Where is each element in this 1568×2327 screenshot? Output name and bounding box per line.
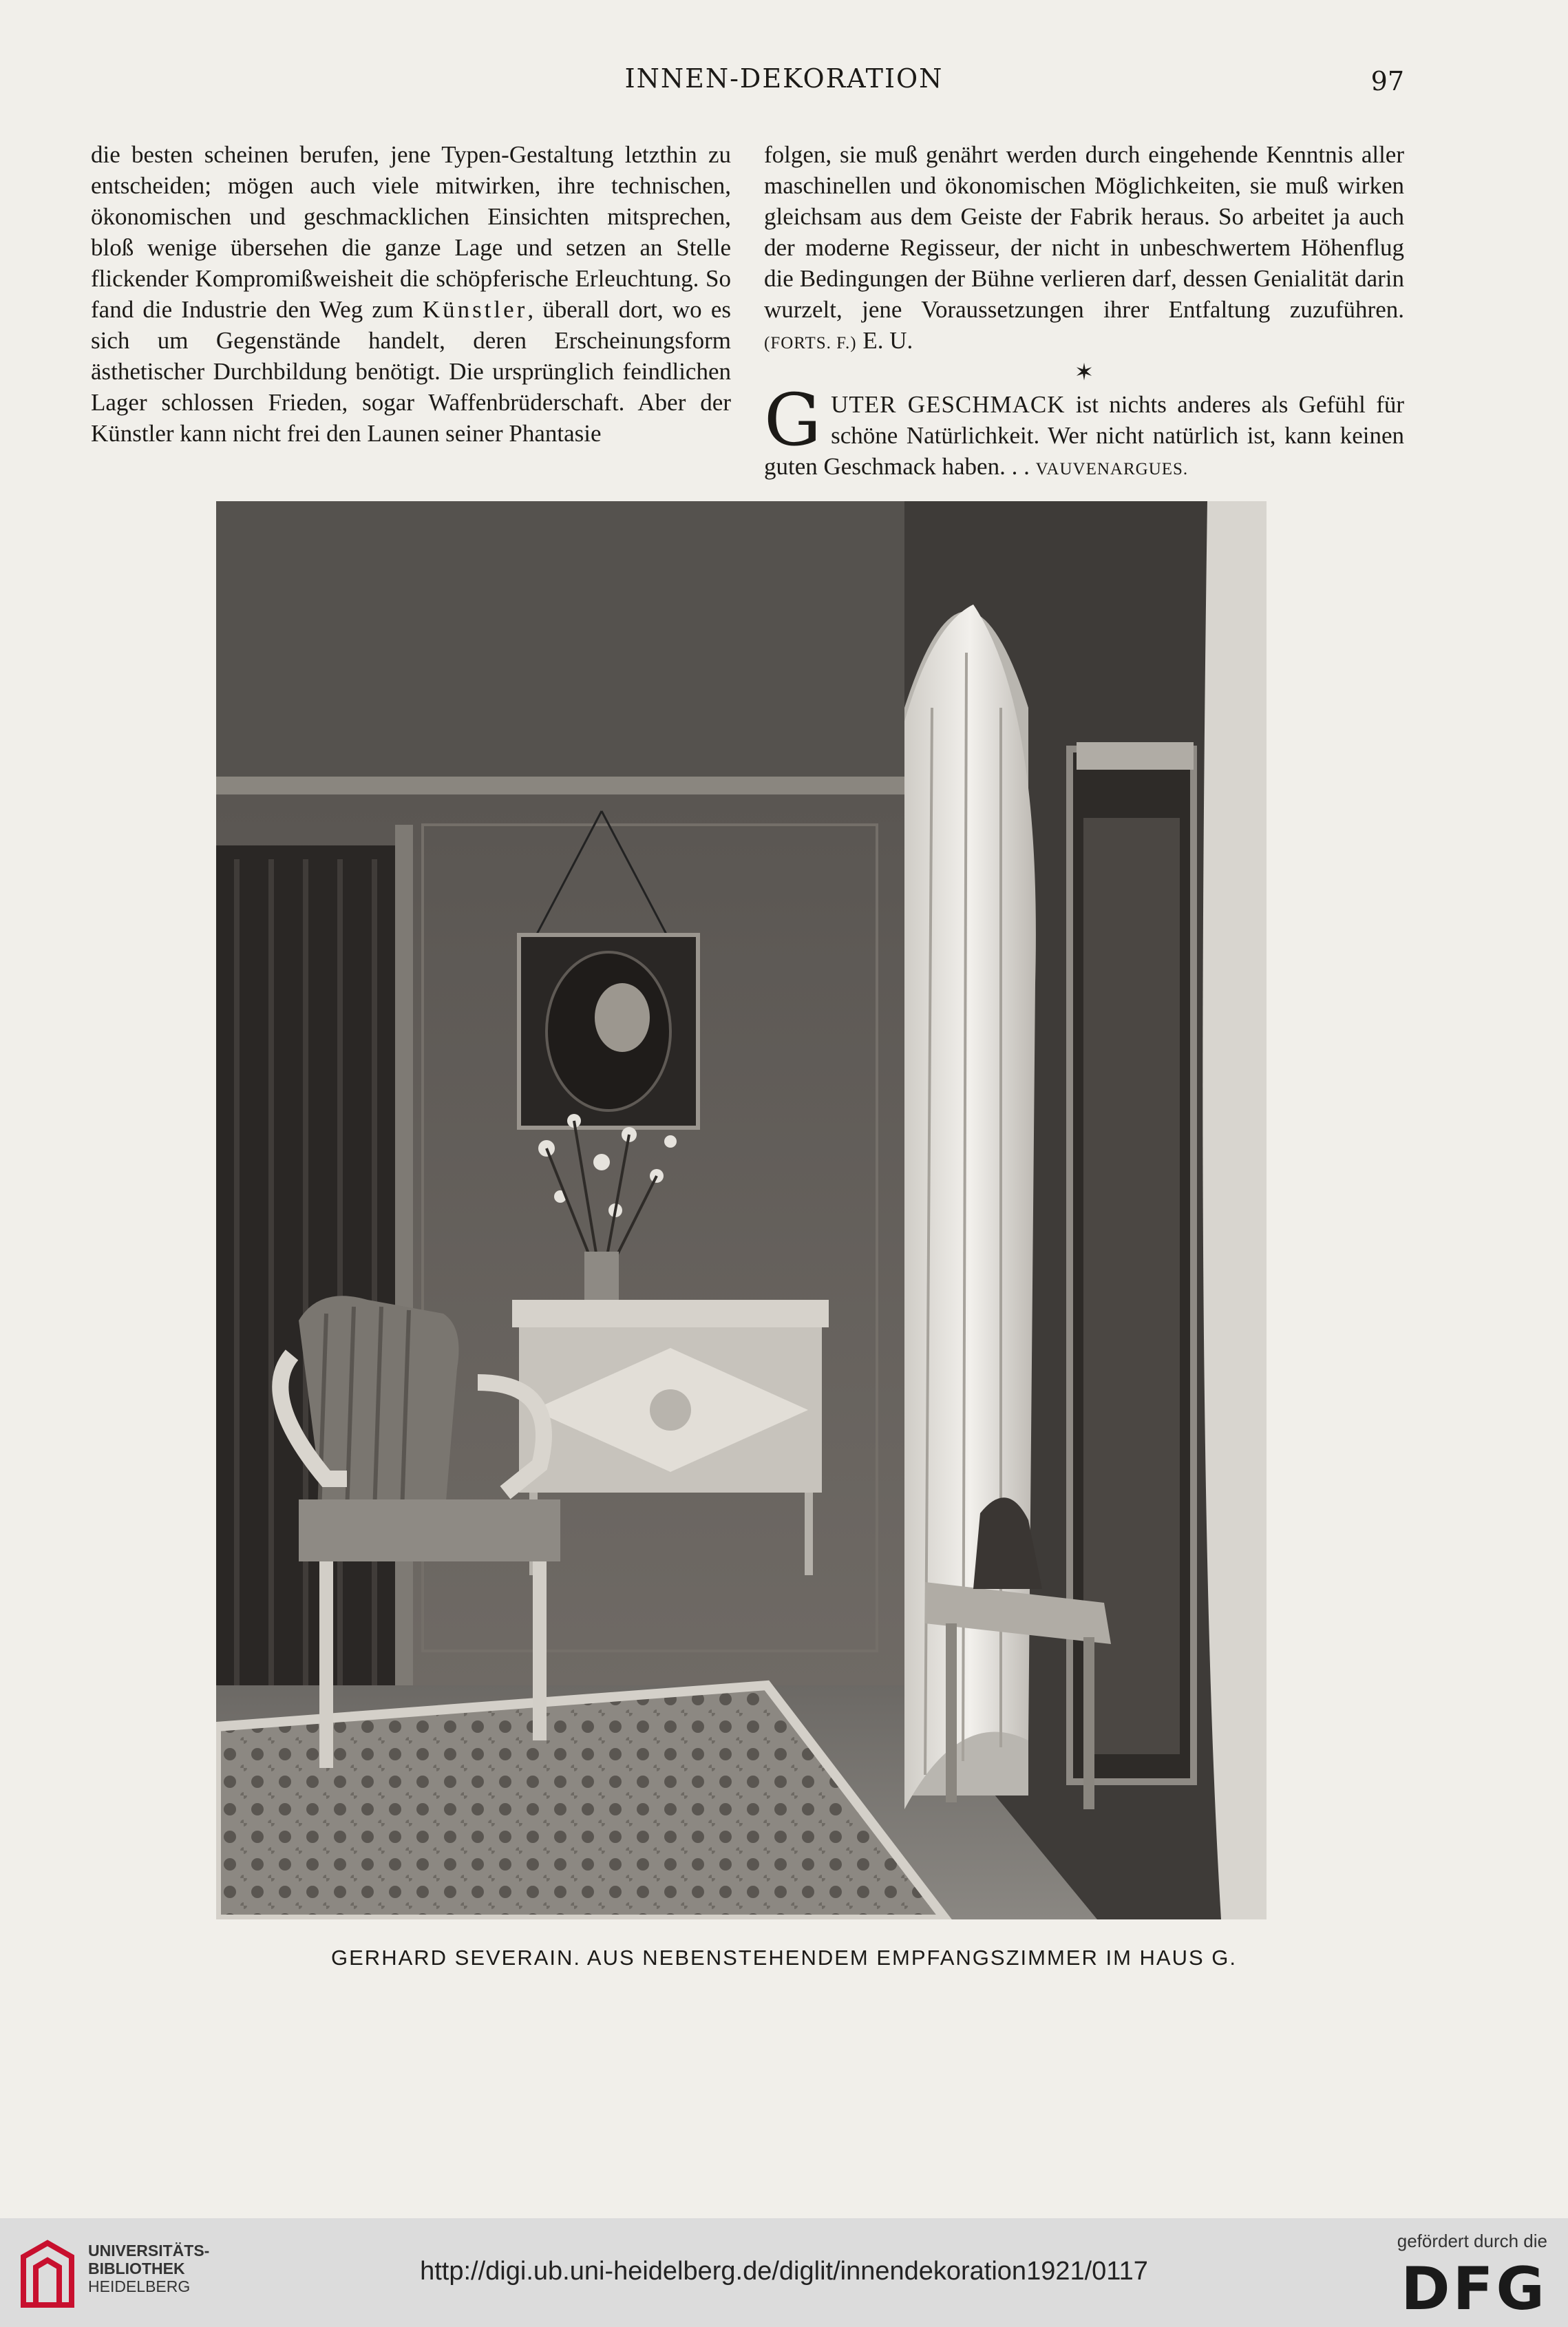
library-line-1: UNIVERSITÄTS- — [88, 2242, 210, 2260]
kuenstler-emphasis: Künstler — [422, 296, 528, 323]
left-paragraph — [91, 139, 731, 449]
left-text-part-b: , überall dort, wo es sich um Gegenstände handelt, deren Erscheinungsform ästhetischer Durchbildung benötigt. Die ursprünglich feindlichen Lager schlossen Frieden, sogar Waffenbrüderschaft. Aber der Künstler kann nicht frei den Launen seiner Phantasie — [91, 296, 731, 447]
dfg-logo: DFG — [1401, 2255, 1547, 2324]
left-text-part-a: die besten scheinen berufen, jene Typen-Gestaltung letzthin zu entscheiden; mögen auch viele mitwirken, ihre technischen, ökonomischen und geschmacklichen Einsichten mitsprechen, bloß wenige übersehen die ganze Lage und setzen an Stelle flickender Kompromißweisheit die schöpferische Erleuchtung. So fand die Industrie den Weg zum — [91, 141, 731, 323]
footer-bar — [0, 2218, 1568, 2327]
quote-author: VAUVENARGUES. — [1035, 460, 1189, 478]
quote-paragraph — [764, 378, 1405, 485]
drop-cap: G — [764, 378, 822, 462]
photo-illustration — [216, 501, 1267, 1919]
section-star-ornament: ✶ — [1074, 360, 1094, 386]
permalink-url[interactable]: http://digi.ub.uni-heidelberg.de/diglit/innendekoration1921/0117 — [420, 2257, 1148, 2286]
page-number: 97 — [1370, 66, 1404, 96]
interior-photograph — [216, 501, 1267, 1919]
quote-text: ist nichts anderes als Gefühl für schöne Natürlichkeit. Wer nicht natürlich ist, kann keinen guten Geschmack haben. . . — [764, 391, 1405, 480]
right-paragraph — [764, 139, 1404, 359]
library-line-2: BIBLIOTHEK — [88, 2260, 185, 2277]
right-text: folgen, sie muß genährt werden durch eingehende Kenntnis aller maschinellen und ökonomischen Möglichkeiten, sie muß wirken gleichsam aus dem Geiste der Fabrik heraus. So arbeitet ja auch der moderne Regisseur, der nicht in unbeschwertem Höhenflug die Bedingungen der Bühne verlieren darf, dessen Genialität darin wurzelt, jene Voraussetzungen ihrer Entfaltung zuzuführen. — [764, 141, 1404, 323]
continuation-note: (FORTS. F.) — [764, 334, 857, 352]
author-initials: E. U. — [862, 327, 913, 354]
left-text-column — [91, 139, 731, 449]
running-header-title: INNEN-DEKORATION — [624, 63, 944, 94]
quote-caps: UTER GESCHMACK — [831, 391, 1066, 418]
right-text-column — [764, 139, 1404, 485]
photo-caption: GERHARD SEVERAIN. AUS NEBENSTEHENDEM EMPFANGSZIMMER IM HAUS G. — [331, 1946, 1237, 1970]
library-line-3: HEIDELBERG — [88, 2277, 191, 2295]
funding-label: gefördert durch die — [1397, 2231, 1547, 2251]
